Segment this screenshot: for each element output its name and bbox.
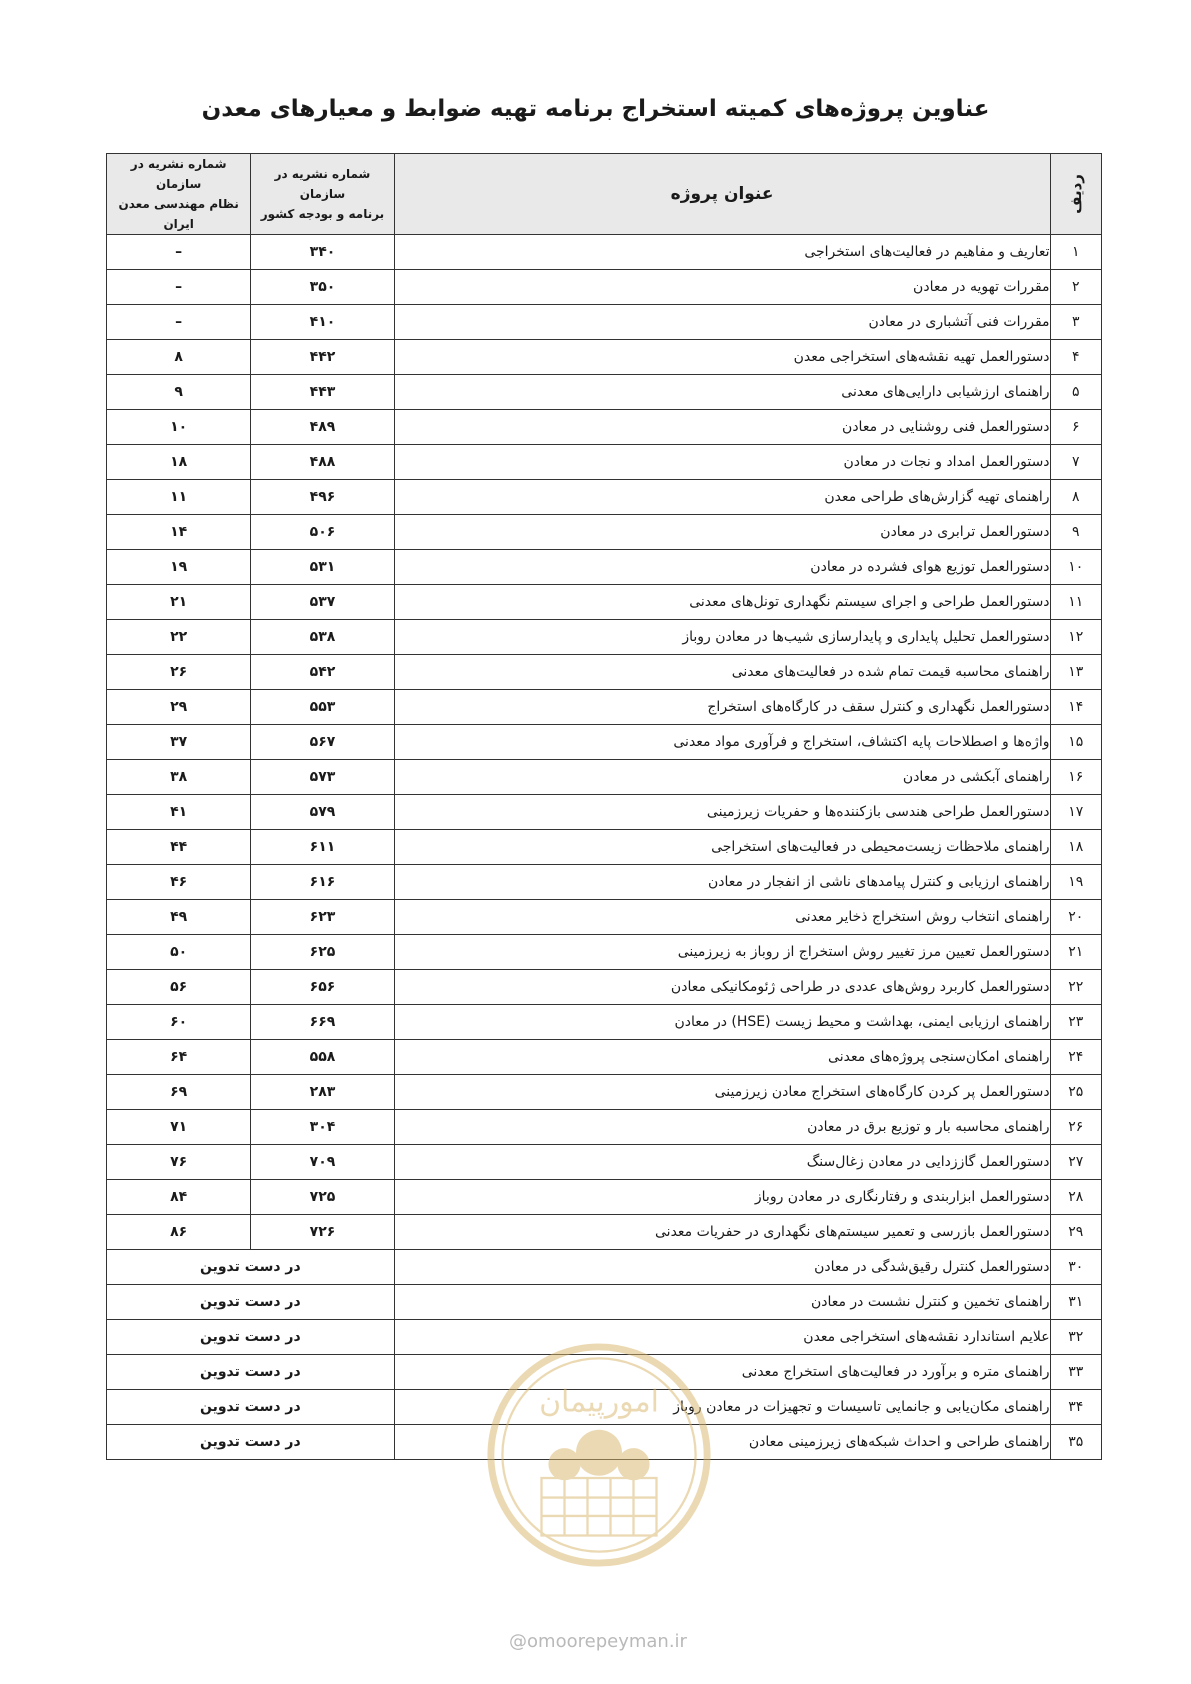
table-row (107, 445, 1102, 480)
row-number: ۲۱ (1050, 935, 1101, 970)
pbo-publication-number: ۷۲۶ (251, 1215, 394, 1250)
projects-table (106, 153, 1102, 1460)
table-row (107, 585, 1102, 620)
watermark-logo (484, 1340, 714, 1570)
row-number: ۳۲ (1050, 1320, 1101, 1355)
project-title: راهنمای متره و برآورد در فعالیت‌های استخراج معدنی (394, 1355, 1050, 1390)
pbo-publication-number: ۴۴۲ (251, 340, 394, 375)
project-title: راهنمای مکان‌یابی و جانمایی تاسیسات و تجهیزات در معادن روباز (394, 1390, 1050, 1425)
row-number: ۳۱ (1050, 1285, 1101, 1320)
header-ime-line2: نظام مهندسی معدن ایران (118, 197, 239, 231)
project-title: راهنمای انتخاب روش استخراج ذخایر معدنی (394, 900, 1050, 935)
pbo-publication-number: ۵۵۳ (251, 690, 394, 725)
ime-publication-number: ۱۱ (107, 480, 251, 515)
ime-publication-number: ۸۴ (107, 1180, 251, 1215)
project-title: دستورالعمل توزیع هوای فشرده در معادن (394, 550, 1050, 585)
project-title: دستورالعمل پر کردن کارگاه‌های استخراج معادن زیرزمینی (394, 1075, 1050, 1110)
ime-publication-number: ۶۰ (107, 1005, 251, 1040)
table-row (107, 1250, 1102, 1285)
project-title: دستورالعمل نگهداری و کنترل سقف در کارگاه‌های استخراج (394, 690, 1050, 725)
project-title: دستورالعمل گاززدایی در معادن زغال‌سنگ (394, 1145, 1050, 1180)
pbo-publication-number: ۶۱۱ (251, 830, 394, 865)
row-number: ۲۳ (1050, 1005, 1101, 1040)
row-number: ۳۰ (1050, 1250, 1101, 1285)
row-number: ۹ (1050, 515, 1101, 550)
ime-publication-number: ۱۰ (107, 410, 251, 445)
pbo-publication-number: ۳۰۴ (251, 1110, 394, 1145)
project-title: راهنمای آبکشی در معادن (394, 760, 1050, 795)
table-row (107, 1215, 1102, 1250)
pbo-publication-number: ۵۳۷ (251, 585, 394, 620)
project-title: راهنمای تهیه گزارش‌های طراحی معدن (394, 480, 1050, 515)
project-title: مقررات تهویه در معادن (394, 270, 1050, 305)
table-row (107, 1285, 1102, 1320)
ime-publication-number: ۴۴ (107, 830, 251, 865)
pbo-publication-number: ۴۹۶ (251, 480, 394, 515)
project-title: دستورالعمل بازرسی و تعمیر سیستم‌های نگهداری در حفریات معدنی (394, 1215, 1050, 1250)
ime-publication-number: ۲۶ (107, 655, 251, 690)
row-number: ۲۰ (1050, 900, 1101, 935)
ime-publication-number: ۴۹ (107, 900, 251, 935)
pbo-publication-number: ۶۵۶ (251, 970, 394, 1005)
row-number: ۲۸ (1050, 1180, 1101, 1215)
website-footer: @omoorepeyman.ir (509, 1631, 687, 1652)
project-title: راهنمای ارزیابی و کنترل پیامدهای ناشی از انفجار در معادن (394, 865, 1050, 900)
table-row (107, 1040, 1102, 1075)
project-title: علایم استاندارد نقشه‌های استخراجی معدن (394, 1320, 1050, 1355)
pbo-publication-number: ۷۲۵ (251, 1180, 394, 1215)
row-number: ۲ (1050, 270, 1101, 305)
header-row-number: ردیف (1050, 154, 1101, 235)
table-row (107, 1180, 1102, 1215)
status-in-progress: در دست تدوین (107, 1390, 395, 1425)
header-pbo-line2: برنامه و بودجه کشور (260, 207, 385, 221)
row-number: ۳۵ (1050, 1425, 1101, 1460)
project-title: مقررات فنی آتشباری در معادن (394, 305, 1050, 340)
gear-icon (548, 1430, 649, 1481)
ime-publication-number: ۴۱ (107, 795, 251, 830)
project-title: دستورالعمل فنی روشنایی در معادن (394, 410, 1050, 445)
ime-publication-number: ۵۰ (107, 935, 251, 970)
table-row (107, 865, 1102, 900)
row-number: ۶ (1050, 410, 1101, 445)
status-in-progress: در دست تدوین (107, 1425, 395, 1460)
row-number: ۱۸ (1050, 830, 1101, 865)
pbo-publication-number: ۶۲۳ (251, 900, 394, 935)
project-title: دستورالعمل امداد و نجات در معادن (394, 445, 1050, 480)
ime-publication-number: ۳۷ (107, 725, 251, 760)
row-number: ۱۷ (1050, 795, 1101, 830)
pbo-publication-number: ۵۷۳ (251, 760, 394, 795)
table-header-row (107, 154, 1102, 235)
table-row (107, 900, 1102, 935)
pbo-publication-number: ۳۴۰ (251, 235, 394, 270)
project-title: دستورالعمل تعیین مرز تغییر روش استخراج از روباز به زیرزمینی (394, 935, 1050, 970)
table-row (107, 375, 1102, 410)
project-title: راهنمای ملاحظات زیست‌محیطی در فعالیت‌های استخراجی (394, 830, 1050, 865)
page-title: عناوین پروژه‌های کمیته استخراج برنامه تهیه ضوابط و معیارهای معدن (201, 96, 990, 122)
row-number: ۱۰ (1050, 550, 1101, 585)
table-row (107, 725, 1102, 760)
header-pbo-line1: شماره نشریه در سازمان (274, 167, 371, 201)
header-ime-number (107, 154, 251, 235)
ime-publication-number: ۶۹ (107, 1075, 251, 1110)
ime-publication-number: ۲۱ (107, 585, 251, 620)
row-number: ۷ (1050, 445, 1101, 480)
row-number: ۲۲ (1050, 970, 1101, 1005)
project-title: راهنمای محاسبه قیمت تمام شده در فعالیت‌های معدنی (394, 655, 1050, 690)
table-row (107, 1145, 1102, 1180)
table-row (107, 1110, 1102, 1145)
watermark-logo-text: امورپیمان (539, 1384, 659, 1420)
ime-publication-number: ۵۶ (107, 970, 251, 1005)
ime-publication-number: – (107, 235, 251, 270)
pbo-publication-number: ۵۴۲ (251, 655, 394, 690)
table-row (107, 515, 1102, 550)
pbo-publication-number: ۶۲۵ (251, 935, 394, 970)
pbo-publication-number: ۴۸۹ (251, 410, 394, 445)
row-number: ۱۳ (1050, 655, 1101, 690)
pbo-publication-number: ۳۵۰ (251, 270, 394, 305)
table-row (107, 690, 1102, 725)
table-row (107, 235, 1102, 270)
row-number: ۱۱ (1050, 585, 1101, 620)
ime-publication-number: ۱۸ (107, 445, 251, 480)
status-in-progress: در دست تدوین (107, 1320, 395, 1355)
project-title: راهنمای تخمین و کنترل نشست در معادن (394, 1285, 1050, 1320)
project-title: دستورالعمل کنترل رقیق‌شدگی در معادن (394, 1250, 1050, 1285)
table-row (107, 620, 1102, 655)
ime-publication-number: ۸۶ (107, 1215, 251, 1250)
pbo-publication-number: ۵۳۸ (251, 620, 394, 655)
row-number: ۳ (1050, 305, 1101, 340)
project-title: تعاریف و مفاهیم در فعالیت‌های استخراجی (394, 235, 1050, 270)
ime-publication-number: ۲۲ (107, 620, 251, 655)
ime-publication-number: ۲۹ (107, 690, 251, 725)
table-row (107, 795, 1102, 830)
ime-publication-number: ۹ (107, 375, 251, 410)
project-title: دستورالعمل کاربرد روش‌های عددی در طراحی ژئومکانیکی معادن (394, 970, 1050, 1005)
project-title: دستورالعمل تحلیل پایداری و پایدارسازی شیب‌ها در معادن روباز (394, 620, 1050, 655)
ime-publication-number: ۳۸ (107, 760, 251, 795)
project-title: راهنمای امکان‌سنجی پروژه‌های معدنی (394, 1040, 1050, 1075)
table-row (107, 970, 1102, 1005)
ime-publication-number: ۶۴ (107, 1040, 251, 1075)
table-row (107, 760, 1102, 795)
ime-publication-number: ۱۹ (107, 550, 251, 585)
project-title: دستورالعمل طراحی و اجرای سیستم نگهداری تونل‌های معدنی (394, 585, 1050, 620)
project-title: راهنمای ارزشیابی دارایی‌های معدنی (394, 375, 1050, 410)
table-row (107, 830, 1102, 865)
ime-publication-number: ۷۱ (107, 1110, 251, 1145)
pbo-publication-number: ۵۷۹ (251, 795, 394, 830)
pbo-publication-number: ۶۱۶ (251, 865, 394, 900)
table-body (107, 235, 1102, 1460)
ime-publication-number: ۱۴ (107, 515, 251, 550)
pbo-publication-number: ۴۸۸ (251, 445, 394, 480)
table-row (107, 480, 1102, 515)
status-in-progress: در دست تدوین (107, 1285, 395, 1320)
project-title: دستورالعمل تهیه نقشه‌های استخراجی معدن (394, 340, 1050, 375)
pbo-publication-number: ۵۵۸ (251, 1040, 394, 1075)
project-title: دستورالعمل ابزاربندی و رفتارنگاری در معادن روباز (394, 1180, 1050, 1215)
pbo-publication-number: ۴۴۳ (251, 375, 394, 410)
header-pbo-number (251, 154, 394, 235)
table-row (107, 305, 1102, 340)
row-number: ۱۲ (1050, 620, 1101, 655)
pbo-publication-number: ۵۶۷ (251, 725, 394, 760)
table-row (107, 270, 1102, 305)
table-row (107, 1075, 1102, 1110)
project-title: راهنمای طراحی و احداث شبکه‌های زیرزمینی معادن (394, 1425, 1050, 1460)
ime-publication-number: ۷۶ (107, 1145, 251, 1180)
row-number: ۲۷ (1050, 1145, 1101, 1180)
header-project-title: عنوان پروژه (394, 154, 1050, 235)
header-ime-line1: شماره نشریه در سازمان (130, 157, 227, 191)
pbo-publication-number: ۶۶۹ (251, 1005, 394, 1040)
project-title: دستورالعمل طراحی هندسی بازکننده‌ها و حفریات زیرزمینی (394, 795, 1050, 830)
table-row (107, 935, 1102, 970)
row-number: ۴ (1050, 340, 1101, 375)
watermark-building-grid (542, 1478, 657, 1536)
table-row (107, 550, 1102, 585)
row-number: ۲۴ (1050, 1040, 1101, 1075)
row-number: ۲۵ (1050, 1075, 1101, 1110)
project-title: راهنمای ارزیابی ایمنی، بهداشت و محیط زیست (HSE) در معادن (394, 1005, 1050, 1040)
pbo-publication-number: ۴۱۰ (251, 305, 394, 340)
pbo-publication-number: ۵۳۱ (251, 550, 394, 585)
ime-publication-number: – (107, 305, 251, 340)
table-row (107, 410, 1102, 445)
table-row (107, 340, 1102, 375)
pbo-publication-number: ۵۰۶ (251, 515, 394, 550)
project-title: راهنمای محاسبه بار و توزیع برق در معادن (394, 1110, 1050, 1145)
table-row (107, 655, 1102, 690)
row-number: ۲۹ (1050, 1215, 1101, 1250)
pbo-publication-number: ۷۰۹ (251, 1145, 394, 1180)
row-number: ۵ (1050, 375, 1101, 410)
row-number: ۱ (1050, 235, 1101, 270)
row-number: ۱۵ (1050, 725, 1101, 760)
row-number: ۸ (1050, 480, 1101, 515)
row-number: ۱۴ (1050, 690, 1101, 725)
project-title: واژه‌ها و اصطلاحات پایه اکتشاف، استخراج و فرآوری مواد معدنی (394, 725, 1050, 760)
ime-publication-number: ۸ (107, 340, 251, 375)
row-number: ۱۶ (1050, 760, 1101, 795)
ime-publication-number: – (107, 270, 251, 305)
status-in-progress: در دست تدوین (107, 1355, 395, 1390)
ime-publication-number: ۴۶ (107, 865, 251, 900)
project-title: دستورالعمل ترابری در معادن (394, 515, 1050, 550)
table-row (107, 1005, 1102, 1040)
status-in-progress: در دست تدوین (107, 1250, 395, 1285)
row-number: ۲۶ (1050, 1110, 1101, 1145)
row-number: ۱۹ (1050, 865, 1101, 900)
row-number: ۳۴ (1050, 1390, 1101, 1425)
row-number: ۳۳ (1050, 1355, 1101, 1390)
pbo-publication-number: ۲۸۳ (251, 1075, 394, 1110)
